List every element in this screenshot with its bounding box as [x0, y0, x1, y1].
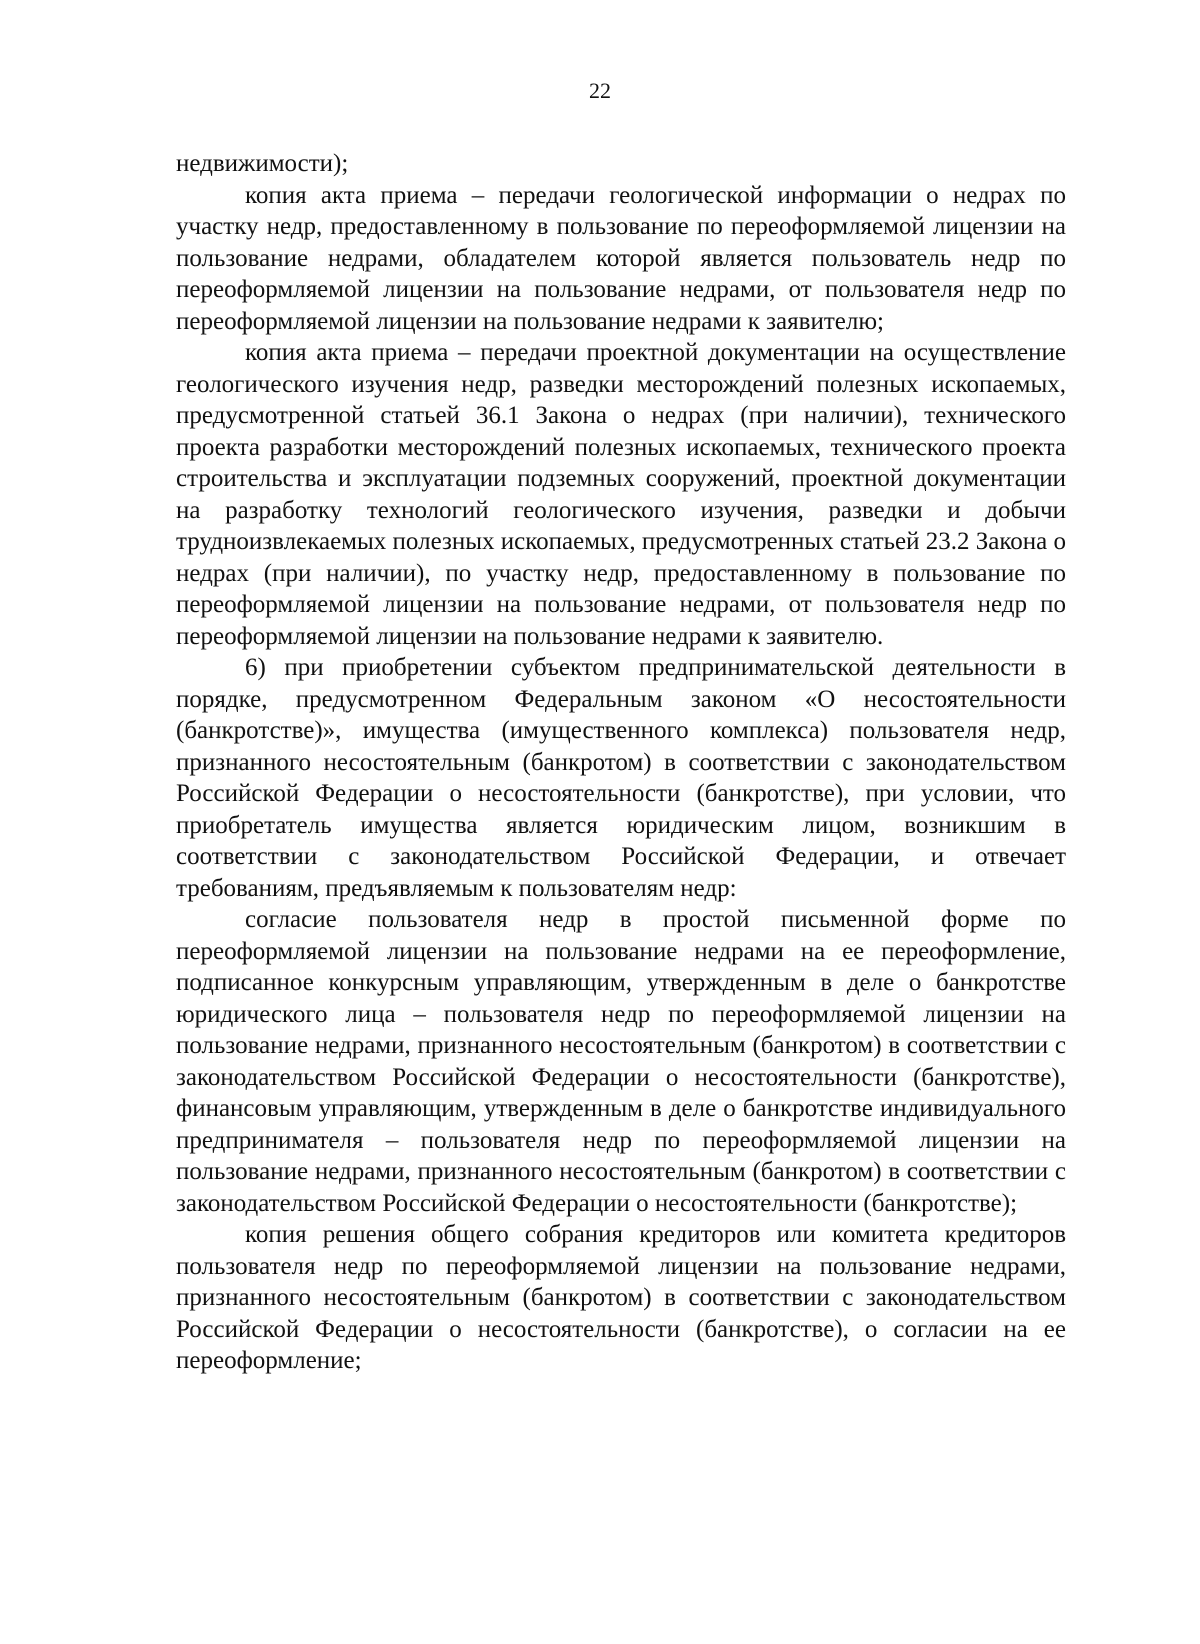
- document-body: [176, 148, 1066, 1377]
- paragraph-geological-info-act: копия акта приема – передачи геологической информации о недрах по участку недр, предоставленному в пользование по переоформляемой лицензии на пользование недрами, обладателем которой является пользователь недр по переоформляемой лицензии на пользование недрами, от пользователя недр по переоформляемой лицензии на пользование недрами к заявителю;: [176, 181, 1066, 335]
- paragraph-item-6: 6) при приобретении субъектом предпринимательской деятельности в порядке, предусмотренном Федеральным законом «О несостоятельности (банкротстве)», имущества (имущественного комплекса) пользователя недр, признанного несостоятельным (банкротом) в соответствии с законодательством Российской Федерации о несостоятельности (банкротстве), при условии, что приобретатель имущества является юридическим лицом, возникшим в соответствии с законодательством Российской Федерации, и отвечает требованиям, предъявляемым к пользователям недр:: [176, 654, 1066, 902]
- paragraph-project-docs-act: копия акта приема – передачи проектной документации на осуществление геологического изучения недр, разведки месторождений полезных ископаемых, предусмотренной статьей 36.1 Закона о недрах (при наличии), технического проекта разработки месторождений полезных ископаемых, технического проекта строительства и эксплуатации подземных сооружений, проектной документации на разработку технологий геологического изучения, разведки и добычи трудноизвлекаемых полезных ископаемых, предусмотренных статьей 23.2 Закона о недрах (при наличии), по участку недр, предоставленному в пользование по переоформляемой лицензии на пользование недрами, от пользователя недр по переоформляемой лицензии на пользование недрами к заявителю.: [176, 339, 1066, 650]
- paragraph-user-consent: согласие пользователя недр в простой письменной форме по переоформляемой лицензии на пользование недрами на ее переоформление, подписанное конкурсным управляющим, утвержденным в деле о банкротстве юридического лица – пользователя недр по переоформляемой лицензии на пользование недрами, признанного несостоятельным (банкротом) в соответствии с законодательством Российской Федерации о несостоятельности (банкротстве), финансовым управляющим, утвержденным в деле о банкротстве индивидуального предпринимателя – пользователя недр по переоформляемой лицензии на пользование недрами, признанного несостоятельным (банкротом) в соответствии с законодательством Российской Федерации о несостоятельности (банкротстве);: [176, 906, 1066, 1217]
- paragraph-continuation: недвижимости);: [176, 150, 349, 177]
- paragraph-creditors-decision: копия решения общего собрания кредиторов или комитета кредиторов пользователя недр по переоформляемой лицензии на пользование недрами, признанного несостоятельным (банкротом) в соответствии с законодательством Российской Федерации о несостоятельности (банкротстве), о согласии на ее переоформление;: [176, 1221, 1066, 1374]
- page-number: 22: [589, 78, 611, 103]
